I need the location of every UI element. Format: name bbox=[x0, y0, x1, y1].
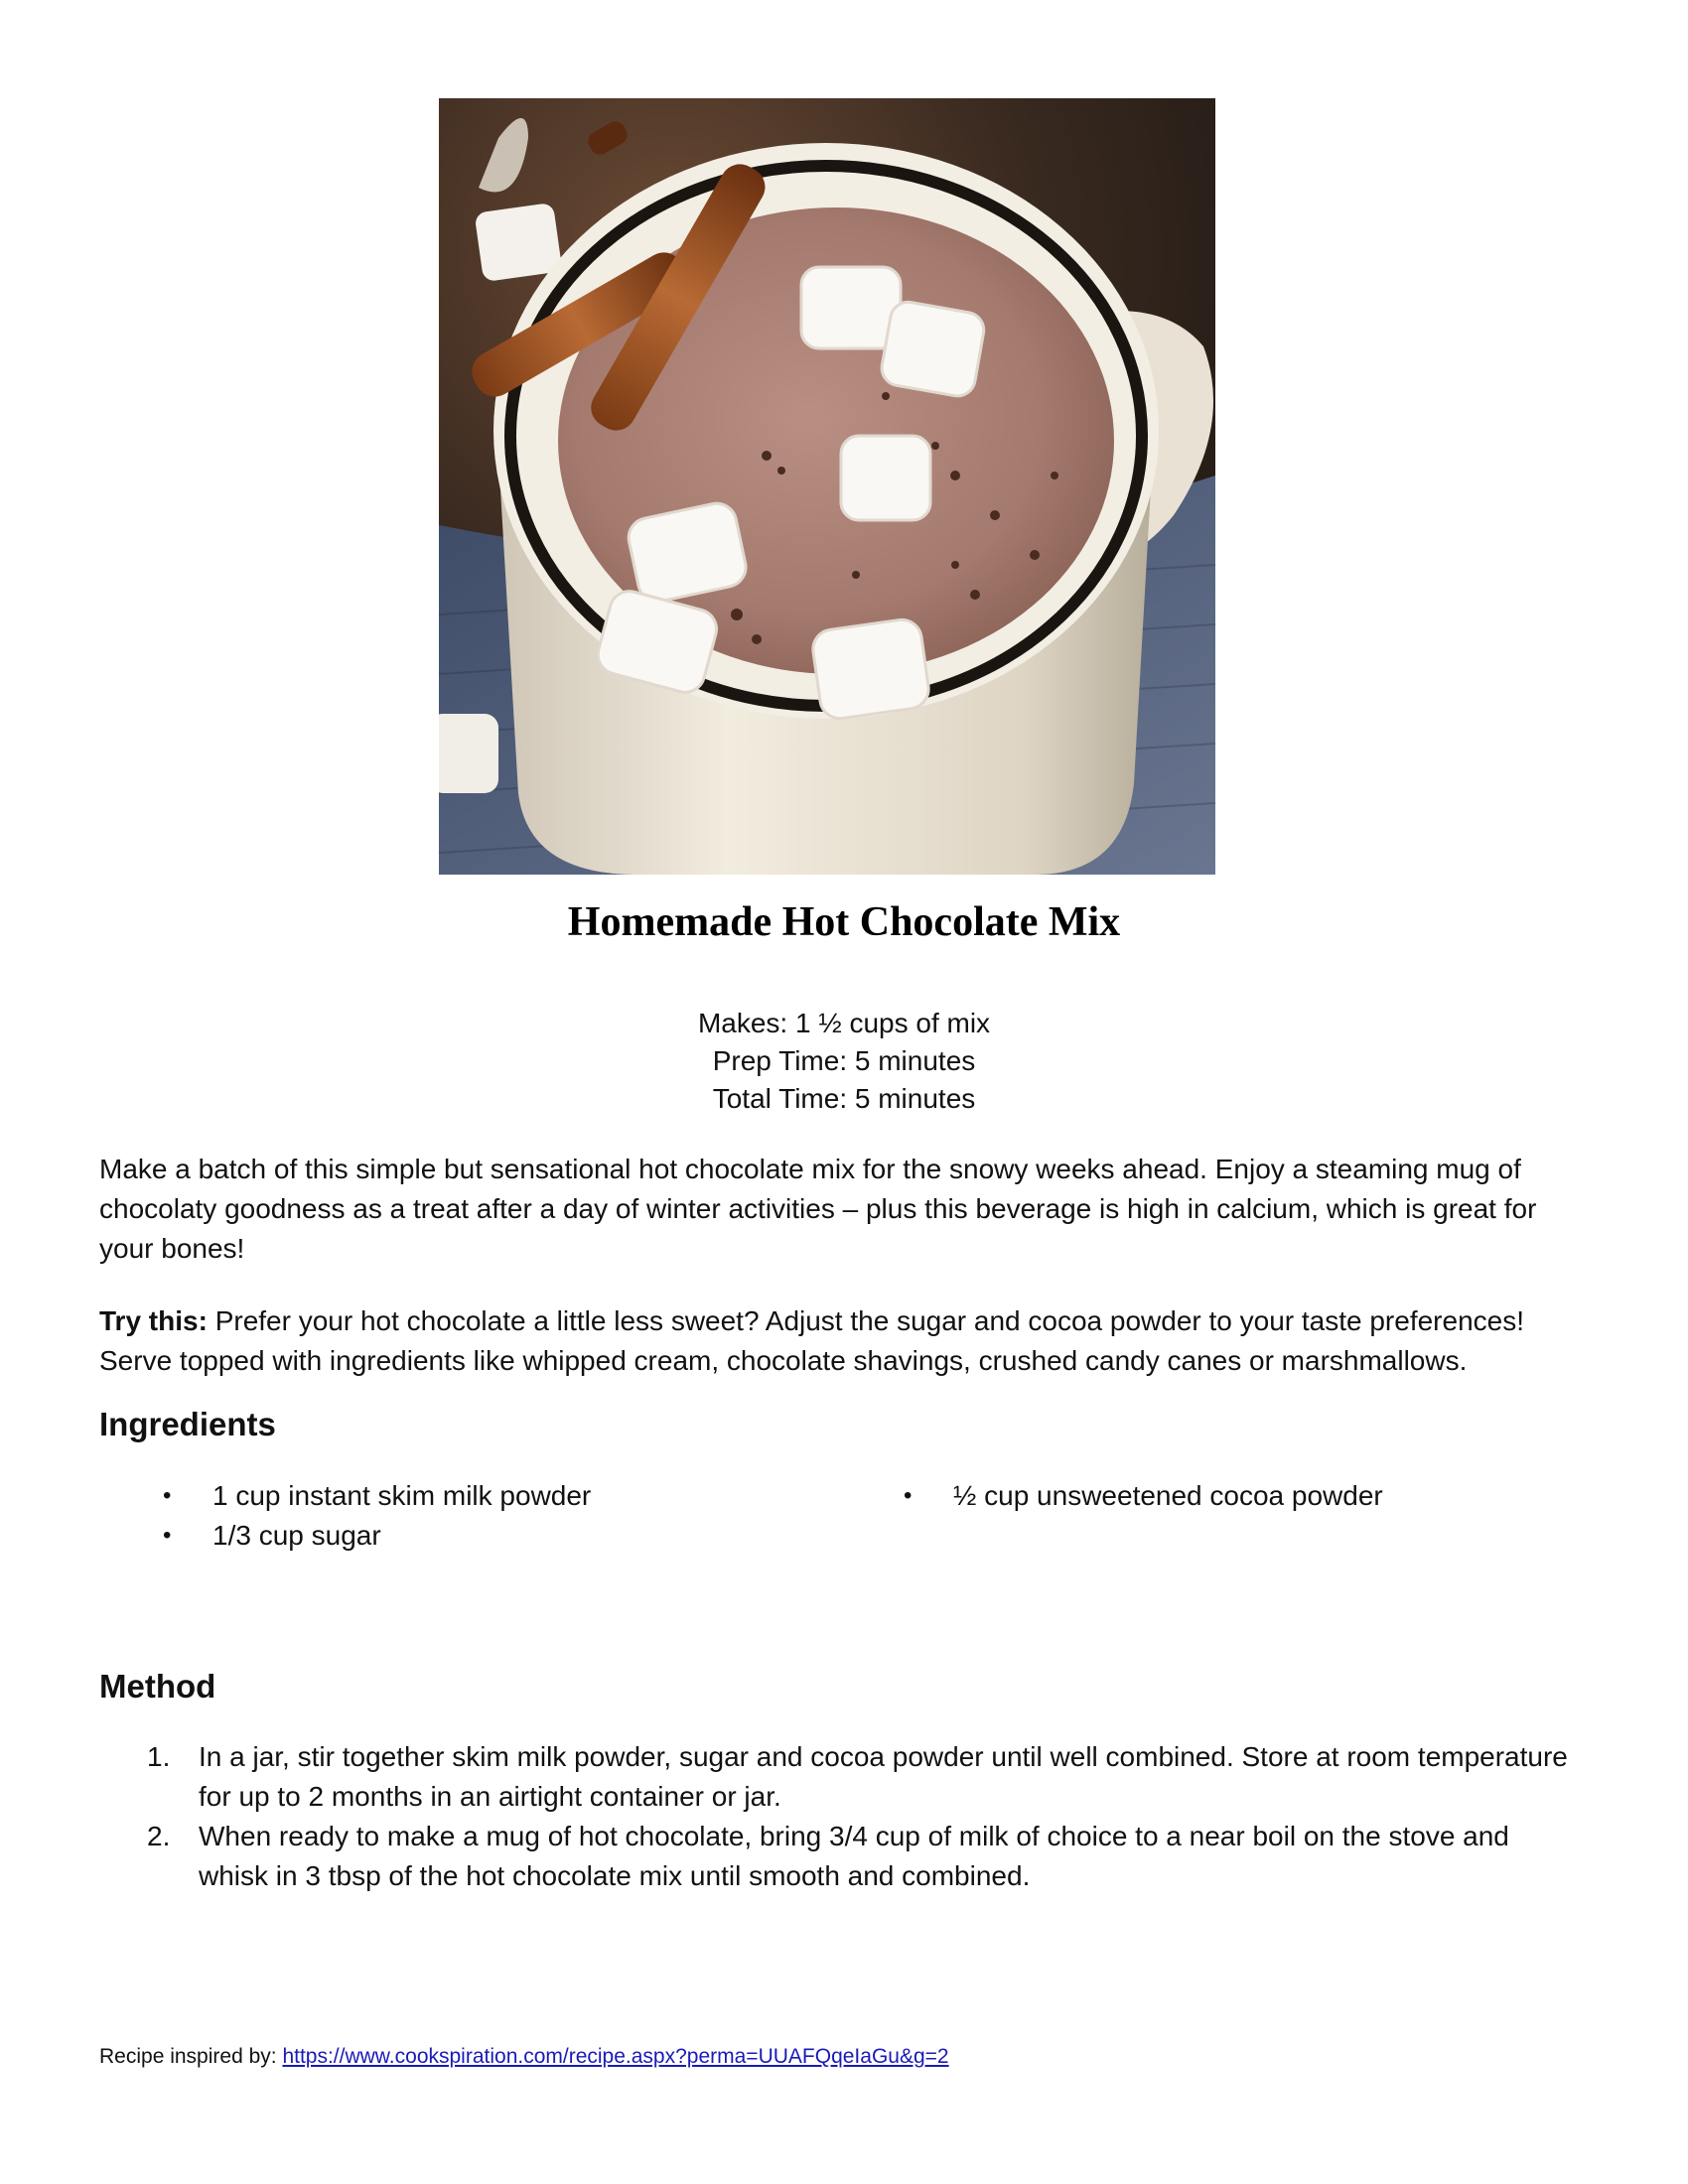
step-number: 2. bbox=[147, 1821, 171, 1851]
ingredient-text: 1/3 cup sugar bbox=[212, 1520, 381, 1551]
method-steps bbox=[139, 1737, 1569, 1896]
bullet-icon: • bbox=[904, 1482, 913, 1509]
try-this-paragraph bbox=[99, 1301, 1589, 1381]
list-item bbox=[900, 1476, 1545, 1516]
try-this-text: Prefer your hot chocolate a little less sweet? Adjust the sugar and cocoa powder to your taste preferences! Serve topped with ingredients like whipped cream, chocolate shavings, crushed candy canes or marshmallows. bbox=[99, 1305, 1524, 1376]
recipe-source-link[interactable]: https://www.cookspiration.com/recipe.aspx?perma=UUAFQqeIaGu&g=2 bbox=[282, 2045, 949, 2068]
footer bbox=[99, 2045, 949, 2069]
step-number: 1. bbox=[147, 1741, 171, 1772]
list-item bbox=[159, 1516, 804, 1556]
bullet-icon: • bbox=[163, 1522, 172, 1549]
method-step bbox=[139, 1737, 1569, 1817]
ingredient-text: ½ cup unsweetened cocoa powder bbox=[953, 1480, 1383, 1511]
bullet-icon: • bbox=[163, 1482, 172, 1509]
ingredients-heading: Ingredients bbox=[99, 1406, 276, 1442]
method-heading: Method bbox=[99, 1668, 216, 1705]
prep-time-text: Prep Time: 5 minutes bbox=[712, 1045, 976, 1076]
step-text: In a jar, stir together skim milk powder, sugar and cocoa powder until well combined. Store at room temperature for up to 2 months in an airtight container or jar. bbox=[199, 1741, 1568, 1812]
makes-text: Makes: 1 ½ cups of mix bbox=[697, 1008, 991, 1038]
total-time-text: Total Time: 5 minutes bbox=[712, 1083, 976, 1114]
list-item bbox=[159, 1476, 804, 1516]
footer-label: Recipe inspired by: bbox=[99, 2045, 283, 2068]
recipe-meta bbox=[0, 1005, 1688, 1118]
hot-chocolate-photo bbox=[439, 98, 1215, 875]
page-title: Homemade Hot Chocolate Mix bbox=[567, 899, 1121, 945]
ingredient-text: 1 cup instant skim milk powder bbox=[212, 1480, 592, 1511]
intro-paragraph: Make a batch of this simple but sensational hot chocolate mix for the snowy weeks ahead. Enjoy a steaming mug of chocolaty goodness as a treat after a day of winter activities – plus this beverage is high in calcium, which is great for your bones! bbox=[99, 1154, 1537, 1264]
ingredients-column-2 bbox=[900, 1476, 1545, 1516]
try-this-label: Try this: bbox=[99, 1305, 208, 1336]
method-step bbox=[139, 1817, 1569, 1896]
step-text: When ready to make a mug of hot chocolate, bring 3/4 cup of milk of choice to a near boil on the stove and whisk in 3 tbsp of the hot chocolate mix until smooth and combined. bbox=[199, 1821, 1509, 1891]
ingredients-column-1 bbox=[159, 1476, 804, 1556]
